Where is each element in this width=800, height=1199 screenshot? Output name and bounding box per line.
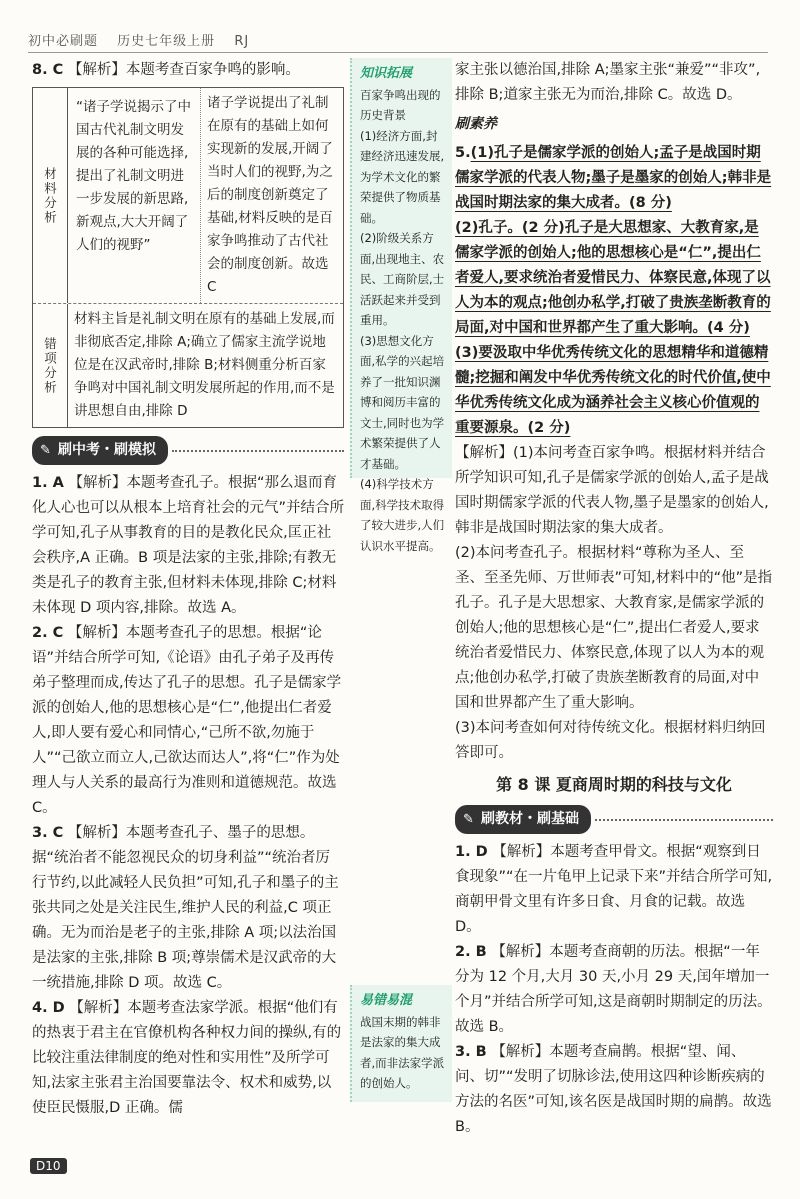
page-number: D10 — [30, 1158, 67, 1174]
answer-text: 【解析】本题考查孔子。根据“那么退而育化人心也可以从根本上培育社会的元气”并结合所学可知,孔子从事教育的目的是教化民众,匡正社会秩序,A 正确。B 项是法家的主张,排除;有教无类是孔子的教育主张,但材料未体现,排除 C;材料未体现 D 项内容,排除。故选 A。 — [32, 475, 345, 616]
knowledge-extension-box — [350, 58, 452, 553]
answer-number: 4. D — [32, 1000, 65, 1016]
series-name: 初中必刷题 — [28, 34, 99, 49]
box-title: 易错易混 — [360, 993, 413, 1008]
answer-number: 5. — [455, 145, 471, 161]
answer-item — [32, 996, 344, 1121]
header-divider — [28, 52, 768, 53]
section-title: ✎ 刷中考・刷模拟 — [32, 436, 168, 465]
box-text: 战国末期的韩非是法家的集大成者,而非法家学派的创始人。 — [360, 1014, 445, 1090]
answer-number: 1. D — [455, 844, 488, 860]
table-row — [33, 304, 343, 427]
box-line: (1)经济方面,封建经济迅速发展,为学术文化的繁荣提供了物质基础。 — [360, 128, 445, 225]
left-column — [32, 58, 344, 1121]
material-quote: “诸子学说揭示了中国古代礼制文明发展的各种可能选择,提出了礼制文明进一步发展的新思路,新观点,大大开阔了人们的视野” — [68, 88, 201, 303]
answer-number: 1. A — [32, 475, 64, 491]
answer-number: 8. C — [32, 62, 64, 78]
box-line: (3)思想文化方面,私学的兴起培养了一批知识渊博和阅历丰富的文士,同时也为学术繁荣提供了人才基础。 — [360, 333, 445, 471]
answer-item — [455, 940, 773, 1040]
answer-number: 3. B — [455, 1044, 487, 1060]
section-band — [455, 805, 773, 834]
box-line: 百家争鸣出现的历史背景 — [360, 87, 441, 122]
row-label: 错项分析 — [33, 304, 68, 427]
answer-text: 【解析】本题考查百家争鸣的影响。 — [67, 62, 300, 78]
answer-item — [32, 471, 344, 621]
section-band — [32, 436, 344, 465]
wrong-option-analysis: 材料主旨是礼制文明在原有的基础上发展,而非彻底否定,排除 A;确立了儒家主流学说地位是在汉武帝时,排除 B;材料侧重分析百家争鸣对中国礼制文明发展所起的作用,而不是讲思想自由,排除 D — [74, 311, 335, 419]
analysis-table — [32, 87, 344, 428]
answer-number: 3. C — [32, 825, 64, 841]
box-line: (4)科学技术方面,科学技术取得了较大进步,人们认识水平提高。 — [360, 477, 445, 553]
table-row — [33, 88, 343, 304]
section-label: 刷素养 — [455, 116, 497, 132]
answer-item — [32, 58, 344, 83]
answer-item — [455, 1040, 773, 1140]
q5-analysis: (2)本问考查孔子。根据材料“尊称为圣人、至圣、至圣先师、万世师表”可知,材料中的“他”是指孔子。孔子是大思想家、大教育家,是儒家学派的创始人;他的思想核心是“仁”,提出仁者爱人,要求统治者爱惜民力、体察民意,体现了以人为本的观点;他创办私学,打破了贵族垄断教育的局面,对中国和世界都产生了重大影响。 — [455, 545, 773, 711]
error-prone-box — [350, 985, 452, 1102]
box-title: 知识拓展 — [360, 66, 413, 81]
section-title: ✎ 刷教材・刷基础 — [455, 805, 591, 834]
q5-analysis: (3)本问考查如何对待传统文化。根据材料归纳回答即可。 — [455, 720, 766, 761]
answer-item — [455, 840, 773, 940]
answer-text: 【解析】本题考查扁鹊。根据“望、闻、问、切”“发明了切脉诊法,使用这四种诊断疾病的方法的名医”可知,该名医是战国时期的扁鹊。故选 B。 — [455, 1044, 772, 1135]
answer-number: 2. C — [32, 625, 64, 641]
material-analysis: 诸子学说提出了礼制在原有的基础上如何实现新的发展,开阔了当时人们的视野,为之后的制度创新奠定了基础,材料反映的是百家争鸣推动了古代社会的制度创新。故选 C — [207, 95, 333, 295]
q5-analysis: 【解析】(1)本问考查百家争鸣。根据材料并结合所学知识可知,孔子是儒家学派的创始人,孟子是战国时期儒家学派的代表人物,墨子是墨家的创始人,韩非是战国时期法家的集大成者。 — [455, 445, 769, 536]
lesson-title: 第 8 课 夏商周时期的科技与文化 — [496, 775, 732, 794]
answer-text: 【解析】本题考查甲骨文。根据“观察到日食现象”“在一片龟甲上记录下来”并结合所学可知,商朝甲骨文里有许多日食、月食的记载。故选 D。 — [455, 844, 773, 935]
answer-text: 【解析】本题考查孔子、墨子的思想。据“统治者不能忽视民众的切身利益”“统治者厉行节约,以此减轻人民负担”可知,孔子和墨子的主张共同之处是关注民生,维护人民的利益,C 项正确。无为而治是老子的主张,排除 A 项;以法治国是法家的主张,排除 B 项;尊崇儒术是汉武帝的大一统措施,排除 D 项。故选 C。 — [32, 825, 339, 991]
box-line: (2)阶级关系方面,出现地主、农民、工商阶层,士活跃起来并受到重用。 — [360, 231, 445, 327]
subject-name: 历史七年级上册 — [117, 34, 216, 49]
right-column — [455, 58, 773, 1140]
answer-text: 【解析】本题考查孔子的思想。根据“论语”并结合所学可知,《论语》由孔子弟子及再传弟子整理而成,传达了孔子的思想。孔子是儒家学派的创始人,他的思想核心是“仁”,他提出仁者爱人,即人要有爱心和同情心,“己所不欲,勿施于人”“己欲立而立人,己欲达而达人”,将“仁”作为处理人与人关系的最高行为准则和道德规范。故选 C。 — [32, 625, 342, 816]
answer-number: 2. B — [455, 944, 487, 960]
answer-text: (1)孔子是儒家学派的创始人;孟子是战国时期儒家学派的代表人物;墨子是墨家的创始人;韩非是战国时期法家的集大成者。(8 分) — [455, 145, 772, 211]
q5-answer-part: (2)孔子。(2 分)孔子是大思想家、大教育家,是儒家学派的创始人;他的思想核心是“仁”,提出仁者爱人,要求统治者爱惜民力、体察民意,体现了以人为本的观点;他创办私学,打破了贵族垄断教育的局面,对中国和世界都产生了重大影响。(4 分) — [455, 220, 771, 336]
q5-answer-part — [455, 141, 773, 216]
answer-item — [32, 821, 344, 996]
answer-continuation: 家主张以德治国,排除 A;墨家主张“兼爱”“非攻”,排除 B;道家主张无为而治,排除 C。故选 D。 — [455, 62, 761, 103]
answer-text: 【解析】本题考查商朝的历法。根据“一年分为 12 个月,大月 30 天,小月 29 天,闰年增加一个月”并结合所学可知,这是商朝时期制定的历法。故选 B。 — [455, 944, 772, 1035]
answer-text: 【解析】本题考查法家学派。根据“他们有的热衷于君主在官僚机构各种权力间的操纵,有的比较注重法律制度的绝对性和实用性”及所学可知,法家主张君主治国要靠法令、权术和威势,以使臣民慑服,D 正确。儒 — [32, 1000, 342, 1116]
row-label: 材料分析 — [33, 88, 68, 303]
q5-answer-part: (3)要汲取中华优秀传统文化的思想精华和道德精髓;挖掘和阐发中华优秀传统文化的时代价值,使中华优秀传统文化成为涵养社会主义核心价值观的重要源泉。(2 分) — [455, 345, 771, 436]
answer-item — [32, 621, 344, 821]
edition-label: RJ — [234, 34, 250, 49]
page-header — [28, 30, 263, 49]
